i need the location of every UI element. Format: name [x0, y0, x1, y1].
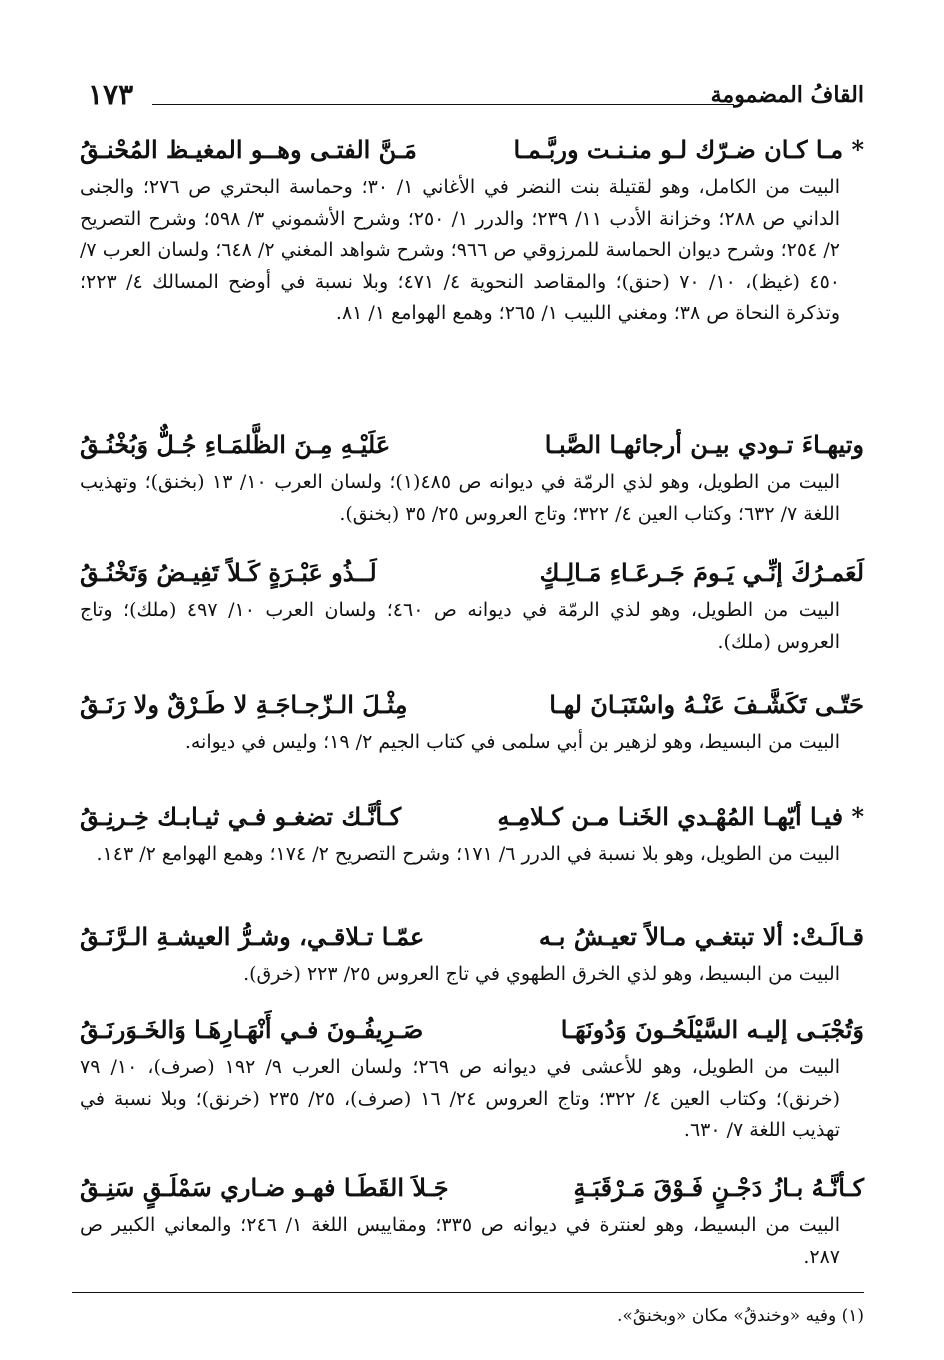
- verse-entry: [80, 683, 864, 759]
- verse-entry: [80, 795, 864, 871]
- verse-entry: [80, 1166, 864, 1273]
- verse-first-hemistich: لَعَمـرُكَ إنِّـي يَـومَ جَـرعَـاءِ مَـالِـكٍ: [539, 558, 864, 587]
- verse-entry: [80, 128, 864, 330]
- verse-second-hemistich: جَـلاَ القَطَـا فهـو ضـاري سَمْلَـقٍ سَنِـقُ: [80, 1173, 449, 1202]
- verse-second-hemistich: صَـرِيفُـونَ فـي أَنْهَـارِهَـا وَالخَـوَرنَـقُ: [80, 1015, 424, 1044]
- footnote: (١) وفيه «وخندقُ» مكان «وبخنقُ».: [617, 1306, 864, 1326]
- verse-second-hemistich: عَلَيْـهِ مِـنَ الظَّلمَـاءِ جُـلٌّ وَبُخْنُـقُ: [80, 430, 391, 459]
- verse-second-hemistich: كـأنَّـك تضغـو فـي ثيـابـك خِـرنِـقُ: [80, 802, 402, 831]
- page-number: ١٧٣: [88, 78, 134, 111]
- verse-first-hemistich: * فيـا أيّهـا المُهْـدي الخَنـا مـن كـلامِـهِ: [497, 802, 864, 831]
- verse-source-note: البيت من الطويل، وهو بلا نسبة في الدرر ٦/ ١٧١؛ وشرح التصريح ٢/ ١٧٤؛ وهمع الهوامع ٢/ ١٤٣.: [96, 843, 840, 865]
- verse-entry: [80, 551, 864, 658]
- verse-source-note: البيت من الكامل، وهو لقتيلة بنت النضر في الأغاني ١/ ٣٠؛ وحماسة البحتري ص ٢٧٦؛ والجنى الداني ص ٢٨٨؛ وخزانة الأدب ١١/ ٢٣٩؛ والدرر ١/ ٢٥٠؛ وشرح الأشموني ٣/ ٥٩٨؛ وشرح التصريح ٢/ ٢٥٤؛ وشرح ديوان الحماسة للمرزوقي ص ٩٦٦؛ وشرح شواهد المغني ٢/ ٦٤٨؛ ولسان العرب ٧/ ٤٥٠ (غيظ)، ١٠/ ٧٠ (حنق)؛ والمقاصد النحوية ٤/ ٤٧١؛ وبلا نسبة في أوضح المسالك ٤/ ٢٢٣؛ وتذكرة النحاة ص ٣٨؛ ومغني اللبيب ١/ ٢٦٥؛ وهمع الهوامع ١/ ٨١.: [80, 176, 841, 325]
- page-header: [88, 78, 864, 118]
- verse-line: [80, 1166, 864, 1210]
- verse-entry: [80, 423, 864, 530]
- verse-source-note: البيت من البسيط، وهو لزهير بن أبي سلمى في كتاب الجيم ٢/ ١٩؛ وليس في ديوانه.: [184, 731, 840, 753]
- verse-entry: [80, 915, 864, 991]
- verse-first-hemistich: قـالَـتْ: ألا تبتغـي مـالاً تعيـشُ بـه: [538, 922, 864, 951]
- verse-line: [80, 915, 864, 959]
- verse-first-hemistich: * مـا كـان ضـرّك لـو منـنـت وربَّـمـا: [513, 135, 864, 164]
- verse-source-note: البيت من الطويل، وهو لذي الرمّة في ديوانه ص ٤٨٥(١)؛ ولسان العرب ١٠/ ١٣ (بخنق)؛ وتهذيب اللغة ٧/ ٦٣٢؛ وكتاب العين ٤/ ٣٢٢؛ وتاج العروس ٢٥/ ٣٥ (بخنق).: [80, 471, 840, 525]
- verse-line: [80, 1008, 864, 1052]
- verse-line: [80, 551, 864, 595]
- verse-source-note: البيت من البسيط، وهو لذي الخرق الطهوي في تاج العروس ٢٥/ ٢٢٣ (خرق).: [243, 963, 840, 985]
- verse-line: [80, 795, 864, 839]
- footnote-rule: [72, 1292, 864, 1293]
- verse-second-hemistich: عمّـا تـلاقـي، وشـرُّ العيشـةِ الـرَّنَـقُ: [80, 922, 425, 951]
- verse-first-hemistich: حَتّـى تَكَشَّـفَ عَنْـهُ واسْتَبَـانَ لهـا: [549, 690, 864, 719]
- verse-first-hemistich: وَتُجْبَـى إليـه السَّيْلَحُـونَ وَدُونَهَـا: [560, 1015, 864, 1044]
- verse-source-note: البيت من البسيط، وهو لعنترة في ديوانه ص ٣٣٥؛ ومقاييس اللغة ١/ ٢٤٦؛ والمعاني الكبير ص ٢٨٧.: [80, 1214, 840, 1268]
- verse-first-hemistich: كـأنَّـهُ بـازُ دَجْـنٍ فَـوْقَ مَـرْقَبَـةٍ: [573, 1173, 864, 1202]
- chapter-title: القافُ المضمومة: [710, 82, 864, 108]
- verse-line: [80, 423, 864, 467]
- verse-source-note: البيت من الطويل، وهو للأعشى في ديوانه ص ٢٦٩؛ ولسان العرب ٩/ ١٩٢ (صرف)، ١٠/ ٧٩ (خرنق)؛ وكتاب العين ٤/ ٣٢٢؛ وتاج العروس ٢٤/ ١٦ (صرف)، ٢٥/ ٢٣٥ (خرنق)؛ وبلا نسبة في تهذيب اللغة ٧/ ٦٣٠.: [80, 1056, 841, 1142]
- verse-entry: [80, 1008, 864, 1147]
- header-rule: [152, 104, 734, 105]
- verse-source-note: البيت من الطويل، وهو لذي الرمّة في ديوانه ص ٤٦٠؛ ولسان العرب ١٠/ ٤٩٧ (ملك)؛ وتاج العروس (ملك).: [80, 599, 840, 653]
- verse-second-hemistich: مَـنَّ الفتـى وهــو المغيـظ المُحْنـقُ: [80, 135, 417, 164]
- verse-second-hemistich: مِثْـلَ الـزّجـاجَـةِ لا طَـرْقٌ ولا رَنَـقُ: [80, 690, 408, 719]
- verse-second-hemistich: لَــذُو عَبْـرَةٍ كَـلاً تَفِيـضُ وَتَخْنُـقُ: [80, 558, 377, 587]
- verse-line: [80, 128, 864, 172]
- verse-first-hemistich: وتيهـاءَ تـودي بيـن أرجائهـا الصَّبـا: [544, 430, 864, 459]
- verse-line: [80, 683, 864, 727]
